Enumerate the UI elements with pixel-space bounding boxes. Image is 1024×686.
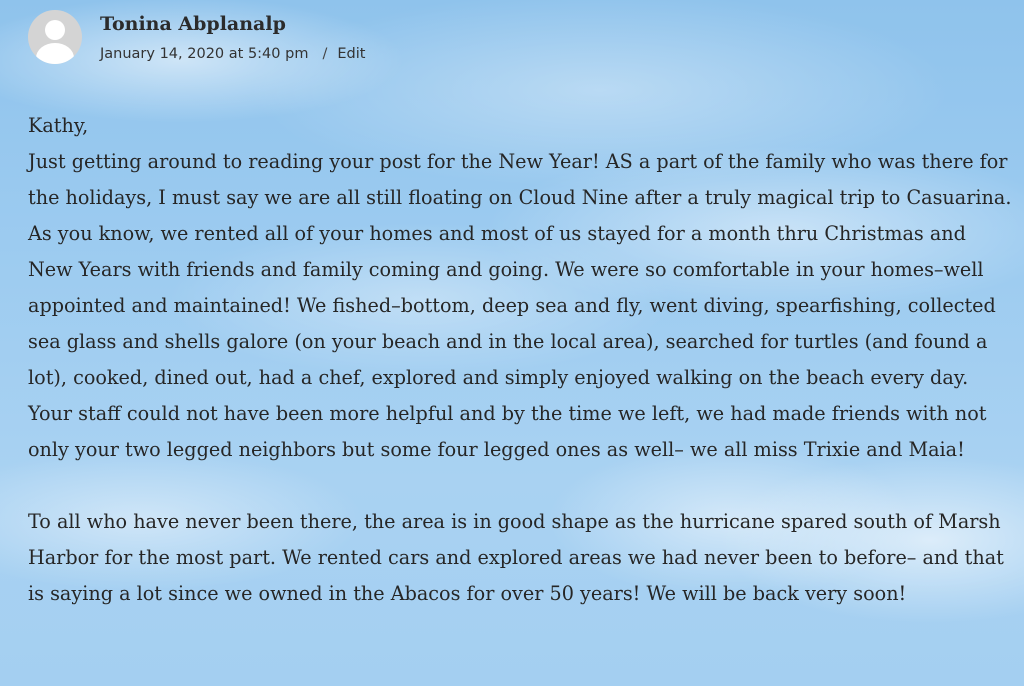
comment-paragraph-1: Just getting around to reading your post for the New Year! AS a part of the family who was there for the holidays, I must say we are all still floating on Cloud Nine after a truly magical trip to Casuarina. As you know, we rented all of your homes and most of us stayed for a month thru Christmas and New Years with friends and family coming and going. We were so comfortable in your homes–well appointed and maintained! We fished–bottom, deep sea and fly, went diving, spearfishing, collected sea glass and shells galore (on your beach and in the local area), searched for turtles (and found a lot), cooked, dined out, had a chef, explored and simply enjoyed walking on the beach every day. Your staff could not have been more helpful and by the time we left, we had made friends with not only your two legged neighbors but some four legged ones as well– we all miss Trixie and Maia! <box>28 150 1012 461</box>
comment-date-link[interactable]: January 14, 2020 at 5:40 pm <box>100 46 309 62</box>
comment-paragraph-2: To all who have never been there, the area is in good shape as the hurricane spared south of Marsh Harbor for the most part. We rented cars and explored areas we had never been to before– and that is saying a lot since we owned in the Abacos for over 50 years! We will be back very soon! <box>28 510 1004 605</box>
avatar-head-shape <box>45 20 65 40</box>
meta-separator: / <box>322 46 328 62</box>
edit-link[interactable]: Edit <box>337 46 366 62</box>
comment-header <box>28 10 365 64</box>
user-avatar-icon <box>28 10 82 64</box>
comment-author: Tonina Abplanalp <box>100 13 286 35</box>
comment-meta <box>100 12 365 64</box>
comment-meta-line <box>100 44 365 64</box>
comment-greeting: Kathy, <box>28 114 89 137</box>
avatar-shoulders-shape <box>36 43 74 64</box>
comment-body <box>28 108 1013 612</box>
